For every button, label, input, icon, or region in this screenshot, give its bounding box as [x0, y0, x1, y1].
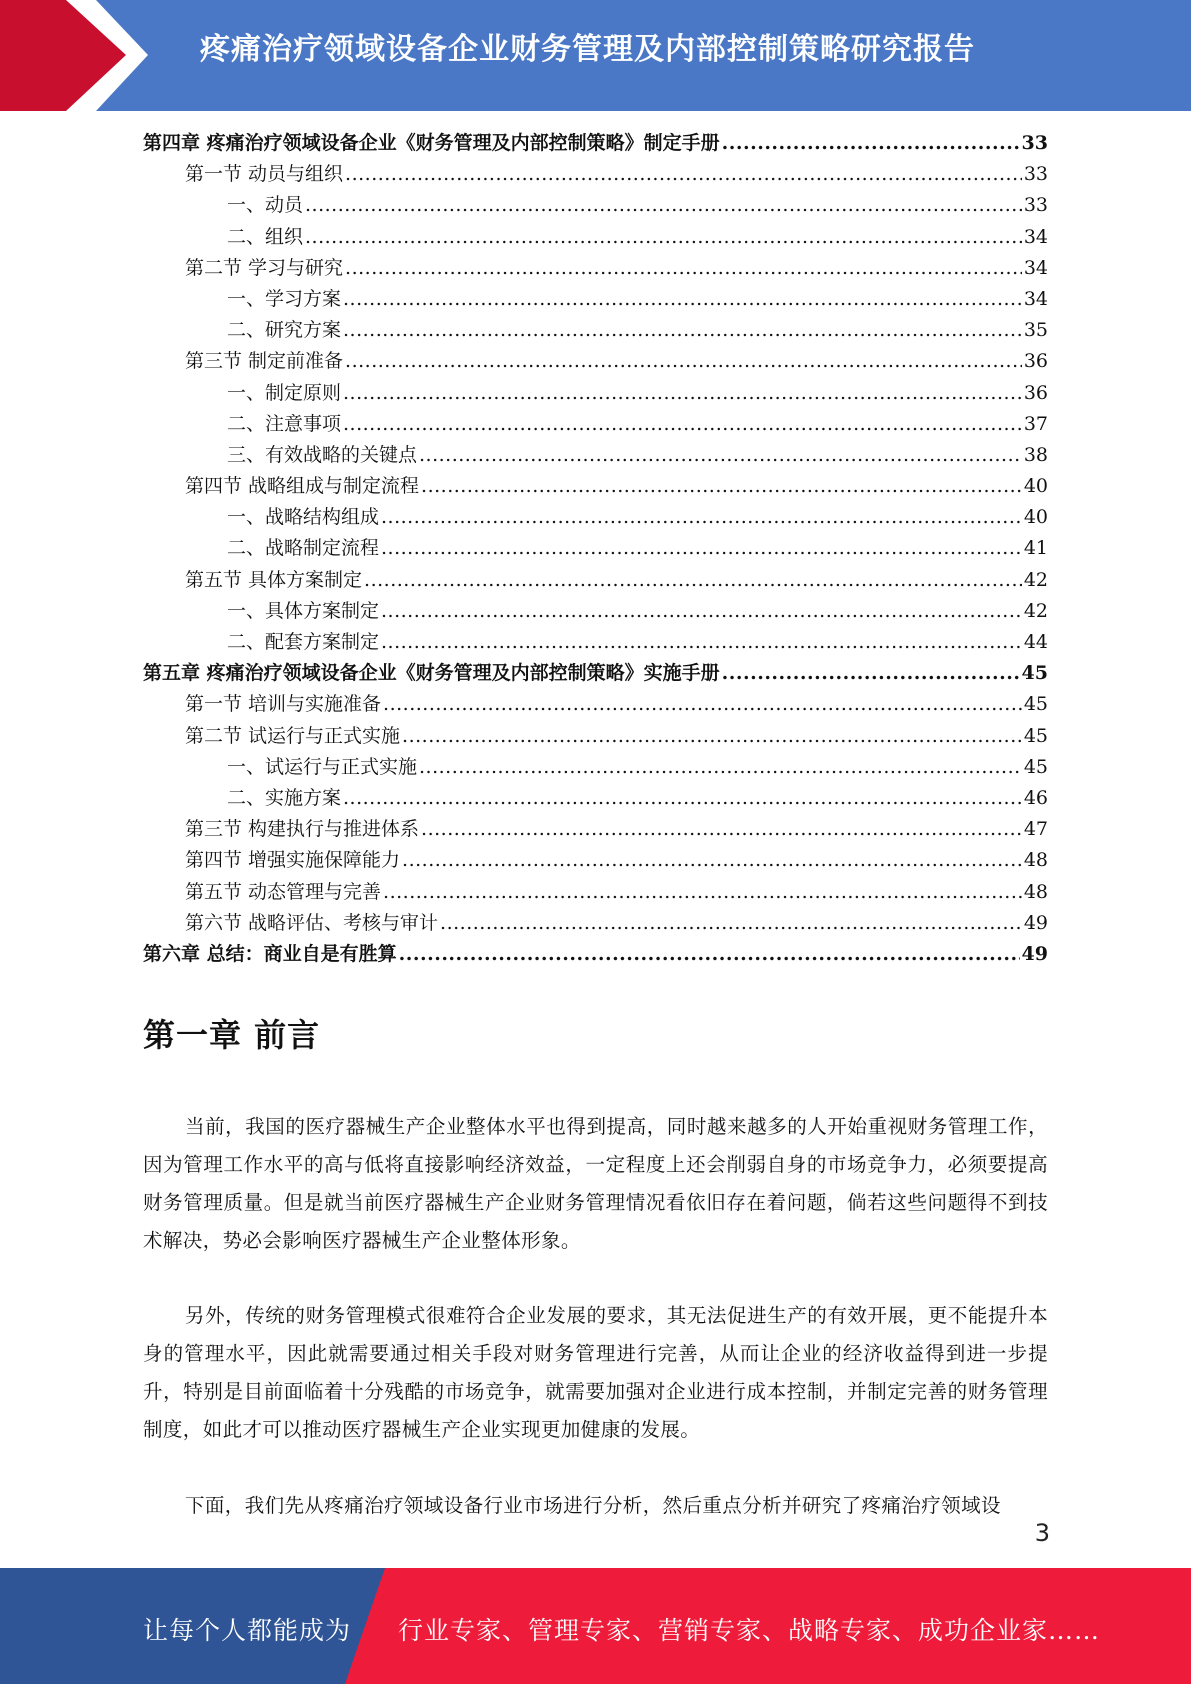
toc-dot-leader	[419, 752, 1022, 783]
footer-banner	[0, 1568, 1191, 1684]
toc-dot-leader	[343, 378, 1022, 409]
toc-entry[interactable]	[143, 471, 1048, 502]
footer-slogan-left: 让每个人都能成为	[143, 1616, 352, 1645]
toc-entry-page: 45	[1023, 724, 1048, 747]
toc-entry[interactable]	[143, 533, 1048, 564]
toc-entry-page: 38	[1023, 443, 1048, 466]
toc-entry-page: 49	[1023, 911, 1048, 934]
toc-entry-title: 第四章 疼痛治疗领域设备企业《财务管理及内部控制策略》制定手册	[143, 132, 720, 154]
table-of-contents	[143, 128, 1048, 970]
toc-dot-leader	[402, 845, 1022, 876]
toc-entry-title: 第三节 构建执行与推进体系	[185, 818, 420, 841]
toc-entry[interactable]	[143, 565, 1048, 596]
toc-entry-title: 一、动员	[227, 194, 304, 217]
toc-dot-leader	[381, 502, 1022, 533]
toc-entry-page: 44	[1023, 631, 1048, 653]
toc-entry[interactable]	[143, 284, 1048, 315]
toc-entry-title: 二、实施方案	[227, 786, 342, 809]
toc-entry[interactable]	[143, 222, 1048, 253]
toc-entry-page: 33	[1023, 194, 1048, 217]
toc-dot-leader	[383, 689, 1022, 720]
toc-dot-leader	[421, 471, 1022, 502]
toc-entry[interactable]	[143, 502, 1048, 533]
paragraph: 当前，我国的医疗器械生产企业整体水平也得到提高，同时越来越多的人开始重视财务管理工作，因为管理工作水平的高与低将直接影响经济效益，一定程度上还会削弱自身的市场竞争力，必须要提高财务管理质量。但是就当前医疗器械生产企业财务管理情况看依旧存在着问题，倘若这些问题得不到技术解决，势必会影响医疗器械生产企业整体形象。	[143, 1115, 1048, 1252]
toc-dot-leader	[345, 253, 1022, 284]
toc-entry-page: 47	[1023, 818, 1048, 841]
toc-dot-leader	[381, 533, 1022, 564]
toc-entry[interactable]	[143, 752, 1048, 783]
footer-slogan-right: 行业专家、管理专家、营销专家、战略专家、成功企业家……	[398, 1616, 1101, 1645]
header-banner	[0, 0, 1191, 111]
toc-entry-page: 40	[1023, 506, 1048, 529]
toc-dot-leader	[440, 908, 1022, 939]
toc-entry-title: 第三节 制定前准备	[185, 350, 344, 373]
toc-entry-page: 45	[1021, 662, 1048, 685]
page-number: 3	[1034, 1519, 1050, 1547]
toc-entry-page: 41	[1023, 537, 1048, 560]
toc-entry-page: 34	[1023, 287, 1048, 310]
toc-dot-leader	[305, 190, 1022, 221]
toc-entry[interactable]	[143, 440, 1048, 471]
toc-entry-title: 第四节 增强实施保障能力	[185, 849, 401, 872]
toc-entry-page: 45	[1023, 693, 1048, 716]
toc-entry[interactable]	[143, 939, 1048, 970]
toc-entry[interactable]	[143, 845, 1048, 876]
toc-dot-leader	[399, 939, 1020, 970]
toc-entry-page: 33	[1023, 163, 1048, 186]
toc-dot-leader	[364, 565, 1022, 596]
toc-entry-page: 45	[1023, 755, 1048, 778]
toc-entry[interactable]	[143, 128, 1048, 159]
toc-entry-title: 一、制定原则	[227, 381, 342, 404]
toc-entry[interactable]	[143, 908, 1048, 939]
toc-entry[interactable]	[143, 814, 1048, 845]
toc-dot-leader	[305, 222, 1022, 253]
toc-entry[interactable]	[143, 721, 1048, 752]
toc-entry-page: 42	[1023, 599, 1048, 622]
toc-entry-title: 二、注意事项	[227, 412, 342, 435]
toc-entry-title: 二、组织	[227, 225, 304, 248]
toc-entry-title: 一、学习方案	[227, 287, 342, 310]
toc-entry-title: 第六章 总结：商业自是有胜算	[143, 942, 397, 965]
toc-entry-title: 一、具体方案制定	[227, 599, 380, 622]
toc-entry-title: 第一节 培训与实施准备	[185, 693, 382, 716]
toc-dot-leader	[343, 315, 1022, 346]
toc-entry[interactable]	[143, 409, 1048, 440]
toc-entry[interactable]	[143, 877, 1048, 908]
toc-entry-title: 二、研究方案	[227, 319, 342, 342]
toc-entry-title: 一、试运行与正式实施	[227, 755, 418, 778]
toc-dot-leader	[345, 346, 1022, 377]
toc-entry-page: 49	[1021, 942, 1048, 965]
toc-dot-leader	[419, 440, 1022, 471]
toc-entry[interactable]	[143, 689, 1048, 720]
report-title: 疼痛治疗领域设备企业财务管理及内部控制策略研究报告	[200, 32, 975, 67]
toc-entry[interactable]	[143, 596, 1048, 627]
toc-entry-title: 第六节 战略评估、考核与审计	[185, 911, 439, 934]
toc-entry-title: 第五节 动态管理与完善	[185, 880, 382, 903]
toc-entry-page: 42	[1023, 568, 1048, 591]
toc-entry-page: 33	[1021, 132, 1048, 154]
toc-entry-title: 二、配套方案制定	[227, 631, 380, 653]
toc-entry-title: 第五章 疼痛治疗领域设备企业《财务管理及内部控制策略》实施手册	[143, 662, 720, 685]
toc-entry-title: 第一节 动员与组织	[185, 163, 344, 186]
toc-dot-leader	[343, 783, 1022, 814]
toc-entry-page: 34	[1023, 256, 1048, 279]
toc-entry-page: 37	[1023, 412, 1048, 435]
toc-entry-page: 48	[1023, 849, 1048, 872]
toc-entry[interactable]	[143, 658, 1048, 689]
paragraph: 下面，我们先从疼痛治疗领域设备行业市场进行分析，然后重点分析并研究了疼痛治疗领域设	[185, 1494, 1001, 1517]
toc-entry-page: 35	[1023, 319, 1048, 342]
toc-dot-leader	[343, 284, 1022, 315]
toc-entry[interactable]	[143, 253, 1048, 284]
toc-entry[interactable]	[143, 346, 1048, 377]
toc-entry-page: 36	[1023, 381, 1048, 404]
toc-dot-leader	[722, 658, 1020, 689]
toc-entry-title: 第五节 具体方案制定	[185, 568, 363, 591]
toc-dot-leader	[345, 159, 1022, 190]
toc-dot-leader	[381, 596, 1022, 627]
toc-entry[interactable]	[143, 627, 1048, 658]
toc-entry[interactable]	[143, 190, 1048, 221]
toc-entry-title: 三、有效战略的关键点	[227, 443, 418, 466]
toc-entry[interactable]	[143, 378, 1048, 409]
toc-entry[interactable]	[143, 159, 1048, 190]
toc-entry-page: 48	[1023, 880, 1048, 903]
toc-entry[interactable]	[143, 783, 1048, 814]
toc-dot-leader	[722, 128, 1020, 159]
toc-entry-title: 第四节 战略组成与制定流程	[185, 475, 420, 498]
toc-dot-leader	[343, 409, 1022, 440]
toc-entry-title: 第二节 学习与研究	[185, 256, 344, 279]
toc-entry-page: 36	[1023, 350, 1048, 373]
toc-entry-page: 34	[1023, 225, 1048, 248]
toc-entry[interactable]	[143, 315, 1048, 346]
toc-dot-leader	[383, 877, 1022, 908]
toc-entry-page: 46	[1023, 786, 1048, 809]
toc-dot-leader	[421, 814, 1022, 845]
toc-entry-title: 一、战略结构组成	[227, 506, 380, 529]
chapter-heading: 第一章 前言	[143, 1016, 321, 1054]
toc-entry-title: 第二节 试运行与正式实施	[185, 724, 401, 747]
paragraph: 另外，传统的财务管理模式很难符合企业发展的要求，其无法促进生产的有效开展，更不能提升本身的管理水平，因此就需要通过相关手段对财务管理进行完善，从而让企业的经济收益得到进一步提升，特别是目前面临着十分残酷的市场竞争，就需要加强对企业进行成本控制，并制定完善的财务管理制度，如此才可以推动医疗器械生产企业实现更加健康的发展。	[143, 1304, 1048, 1441]
toc-entry-title: 二、战略制定流程	[227, 537, 380, 560]
toc-dot-leader	[381, 627, 1022, 658]
toc-entry-page: 40	[1023, 475, 1048, 498]
toc-dot-leader	[402, 721, 1022, 752]
